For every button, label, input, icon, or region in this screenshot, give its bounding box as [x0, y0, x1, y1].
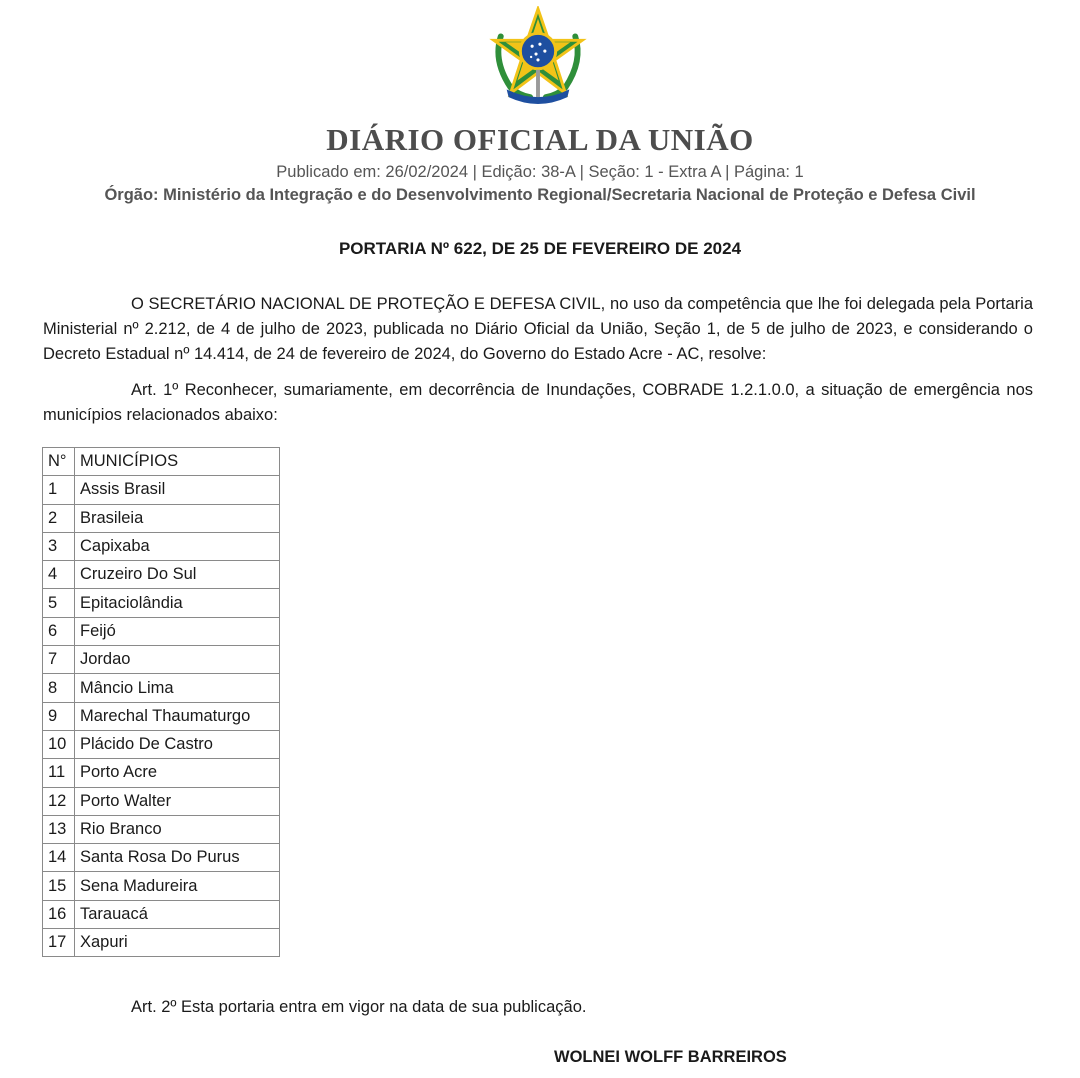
table-row — [43, 702, 280, 730]
municipality-name: Porto Acre — [75, 759, 280, 787]
municipality-name: Porto Walter — [75, 787, 280, 815]
table-row — [43, 730, 280, 758]
row-number: 1 — [43, 476, 75, 504]
signatory-name: WOLNEI WOLFF BARREIROS — [554, 1048, 787, 1066]
municipality-name: Plácido De Castro — [75, 730, 280, 758]
municipalities-table-body — [43, 476, 280, 957]
table-row — [43, 815, 280, 843]
masthead-title: DIÁRIO OFICIAL DA UNIÃO — [326, 122, 754, 157]
municipality-name: Feijó — [75, 617, 280, 645]
municipality-name: Capixaba — [75, 532, 280, 560]
table-row — [43, 589, 280, 617]
municipality-name: Epitaciolândia — [75, 589, 280, 617]
table-row — [43, 504, 280, 532]
municipality-name: Jordao — [75, 646, 280, 674]
table-row — [43, 532, 280, 560]
row-number: 15 — [43, 872, 75, 900]
municipality-name: Marechal Thaumaturgo — [75, 702, 280, 730]
municipality-name: Assis Brasil — [75, 476, 280, 504]
table-header-row — [43, 448, 280, 476]
article-2-paragraph: Art. 2º Esta portaria entra em vigor na data de sua publicação. — [131, 998, 587, 1016]
article-1-paragraph: Art. 1º Reconhecer, sumariamente, em decorrência de Inundações, COBRADE 1.2.1.0.0, a situação de emergência nos municípios relacionados abaixo: — [43, 381, 1033, 424]
row-number: 4 — [43, 561, 75, 589]
municipalities-table — [42, 447, 280, 957]
row-number: 6 — [43, 617, 75, 645]
row-number: 2 — [43, 504, 75, 532]
municipality-name: Mâncio Lima — [75, 674, 280, 702]
row-number: 7 — [43, 646, 75, 674]
brazil-coat-of-arms-icon — [489, 6, 587, 106]
table-row — [43, 617, 280, 645]
municipality-name: Xapuri — [75, 929, 280, 957]
row-number: 3 — [43, 532, 75, 560]
row-number: 12 — [43, 787, 75, 815]
row-number: 11 — [43, 759, 75, 787]
issuing-organ: Órgão: Ministério da Integração e do Desenvolvimento Regional/Secretaria Nacional de Proteção e Defesa Civil — [104, 186, 976, 204]
row-number: 13 — [43, 815, 75, 843]
table-row — [43, 759, 280, 787]
table-row — [43, 674, 280, 702]
row-number: 10 — [43, 730, 75, 758]
row-number: 17 — [43, 929, 75, 957]
publication-info: Publicado em: 26/02/2024 | Edição: 38-A | Seção: 1 - Extra A | Página: 1 — [276, 163, 804, 181]
municipality-name: Santa Rosa Do Purus — [75, 844, 280, 872]
municipality-name: Brasileia — [75, 504, 280, 532]
table-row — [43, 844, 280, 872]
row-number: 8 — [43, 674, 75, 702]
table-row — [43, 561, 280, 589]
table-row — [43, 787, 280, 815]
preamble-paragraph: O SECRETÁRIO NACIONAL DE PROTEÇÃO E DEFESA CIVIL, no uso da competência que lhe foi delegada pela Portaria Ministerial nº 2.212, de 4 de julho de 2023, publicada no Diário Oficial da União, Seção 1, de 5 de julho de 2023, e considerando o Decreto Estadual nº 14.414, de 24 de fevereiro de 2024, do Governo do Estado Acre - AC, resolve: — [43, 295, 1033, 363]
table-row — [43, 646, 280, 674]
row-number: 9 — [43, 702, 75, 730]
table-row — [43, 872, 280, 900]
row-number: 5 — [43, 589, 75, 617]
table-row — [43, 929, 280, 957]
table-row — [43, 900, 280, 928]
row-number: 16 — [43, 900, 75, 928]
municipality-name: Rio Branco — [75, 815, 280, 843]
row-number: 14 — [43, 844, 75, 872]
header-municipalities: MUNICÍPIOS — [75, 448, 280, 476]
table-row — [43, 476, 280, 504]
act-title: PORTARIA Nº 622, DE 25 DE FEVEREIRO DE 2024 — [338, 239, 742, 258]
municipality-name: Tarauacá — [75, 900, 280, 928]
municipality-name: Cruzeiro Do Sul — [75, 561, 280, 589]
municipality-name: Sena Madureira — [75, 872, 280, 900]
header-number: N° — [43, 448, 75, 476]
